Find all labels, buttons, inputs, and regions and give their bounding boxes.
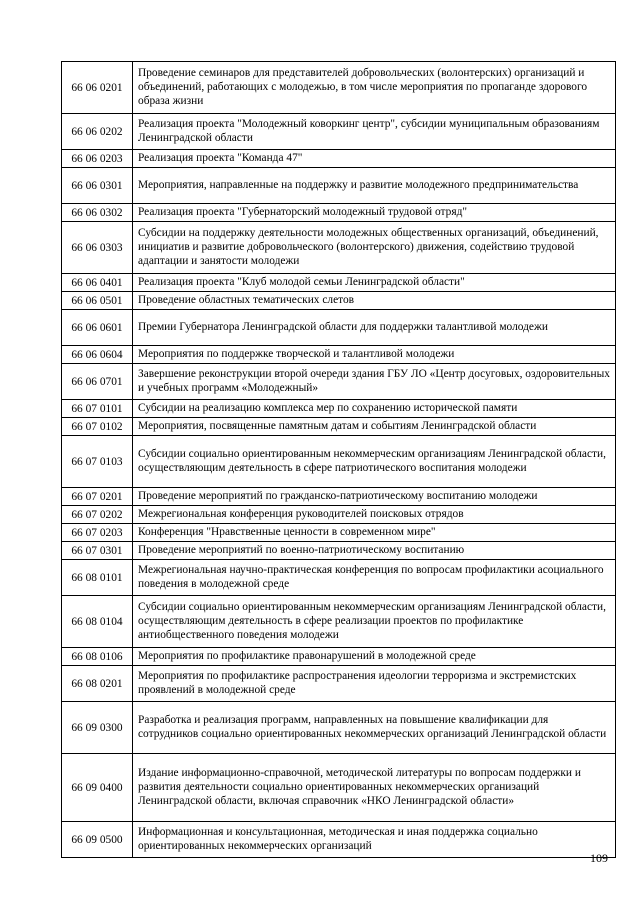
row-code: 66 06 0202 [62,114,133,150]
row-description: Субсидии социально ориентированным некоммерческим организациям Ленинградской области, осуществляющим деятельность в сфере патриотического воспитания молодежи [133,436,616,488]
row-code: 66 09 0500 [62,822,133,858]
row-description: Мероприятия, направленные на поддержку и развитие молодежного предпринимательства [133,168,616,204]
row-description: Субсидии на поддержку деятельности молодежных общественных организаций, объединений, инициатив и развитие добровольческого (волонтерского) движения, содействию трудовой адаптации и занятости молодежи [133,222,616,274]
row-description: Издание информационно-справочной, методической литературы по вопросам поддержки и развития деятельности социально ориентированных некоммерческих организаций Ленинградской области, включая справочник «НКО Ленинградской области» [133,754,616,822]
row-code: 66 07 0103 [62,436,133,488]
table-row [62,168,616,204]
row-code: 66 06 0201 [62,62,133,114]
row-description: Реализация проекта "Клуб молодой семьи Ленинградской области" [133,274,616,292]
row-code: 66 06 0303 [62,222,133,274]
row-description: Реализация проекта "Молодежный коворкинг центр", субсидии муниципальным образованиям Ленинградской области [133,114,616,150]
row-description: Информационная и консультационная, методическая и иная поддержка социально ориентированных некоммерческих организаций [133,822,616,858]
row-description: Мероприятия по профилактике правонарушений в молодежной среде [133,648,616,666]
table-row [62,666,616,702]
row-description: Проведение областных тематических слетов [133,292,616,310]
page-number: 109 [590,851,608,865]
row-description: Мероприятия по профилактике распространения идеологии терроризма и экстремистских проявлений в молодежной среде [133,666,616,702]
table-row [62,400,616,418]
row-description: Мероприятия по поддержке творческой и талантливой молодежи [133,346,616,364]
table-row [62,436,616,488]
table-row [62,62,616,114]
row-description: Мероприятия, посвященные памятным датам и событиям Ленинградской области [133,418,616,436]
row-code: 66 07 0203 [62,524,133,542]
row-code: 66 06 0401 [62,274,133,292]
row-description: Межрегиональная конференция руководителей поисковых отрядов [133,506,616,524]
row-code: 66 06 0604 [62,346,133,364]
table-row [62,114,616,150]
row-code: 66 06 0301 [62,168,133,204]
table-row [62,150,616,168]
row-code: 66 06 0302 [62,204,133,222]
table-row [62,754,616,822]
table-row [62,310,616,346]
table-row [62,488,616,506]
row-description: Завершение реконструкции второй очереди здания ГБУ ЛО «Центр досуговых, оздоровительных и учебных программ «Молодежный» [133,364,616,400]
budget-code-table [61,61,616,858]
row-code: 66 07 0102 [62,418,133,436]
row-description: Реализация проекта "Команда 47" [133,150,616,168]
table-row [62,702,616,754]
table-row [62,822,616,858]
table-row [62,524,616,542]
table-row [62,648,616,666]
row-code: 66 07 0101 [62,400,133,418]
row-code: 66 07 0201 [62,488,133,506]
table-body [62,62,616,858]
table-row [62,292,616,310]
table-row [62,506,616,524]
row-description: Конференция "Нравственные ценности в современном мире" [133,524,616,542]
table-row [62,346,616,364]
table-row [62,364,616,400]
row-code: 66 09 0300 [62,702,133,754]
table-row [62,418,616,436]
row-description: Субсидии на реализацию комплекса мер по сохранению исторической памяти [133,400,616,418]
table-row [62,542,616,560]
row-code: 66 08 0106 [62,648,133,666]
row-code: 66 08 0104 [62,596,133,648]
row-description: Межрегиональная научно-практическая конференция по вопросам профилактики асоциального поведения в молодежной среде [133,560,616,596]
row-description: Проведение семинаров для представителей добровольческих (волонтерских) организаций и объединений, работающих с молодежью, в том числе мероприятия по пропаганде здорового образа жизни [133,62,616,114]
row-description: Реализация проекта "Губернаторский молодежный трудовой отряд" [133,204,616,222]
row-description: Проведение мероприятий по гражданско-патриотическому воспитанию молодежи [133,488,616,506]
row-code: 66 06 0501 [62,292,133,310]
table-row [62,222,616,274]
row-code: 66 06 0203 [62,150,133,168]
row-code: 66 06 0601 [62,310,133,346]
table-row [62,560,616,596]
row-code: 66 08 0101 [62,560,133,596]
row-code: 66 07 0301 [62,542,133,560]
row-description: Субсидии социально ориентированным некоммерческим организациям Ленинградской области, осуществляющим деятельность в сфере реализации проектов по профилактике антиобщественного поведения молодежи [133,596,616,648]
row-code: 66 07 0202 [62,506,133,524]
row-code: 66 06 0701 [62,364,133,400]
row-description: Проведение мероприятий по военно-патриотическому воспитанию [133,542,616,560]
row-code: 66 09 0400 [62,754,133,822]
table-row [62,204,616,222]
row-code: 66 08 0201 [62,666,133,702]
row-description: Премии Губернатора Ленинградской области для поддержки талантливой молодежи [133,310,616,346]
row-description: Разработка и реализация программ, направленных на повышение квалификации для сотрудников социально ориентированных некоммерческих организаций Ленинградской области [133,702,616,754]
table-row [62,596,616,648]
table-row [62,274,616,292]
